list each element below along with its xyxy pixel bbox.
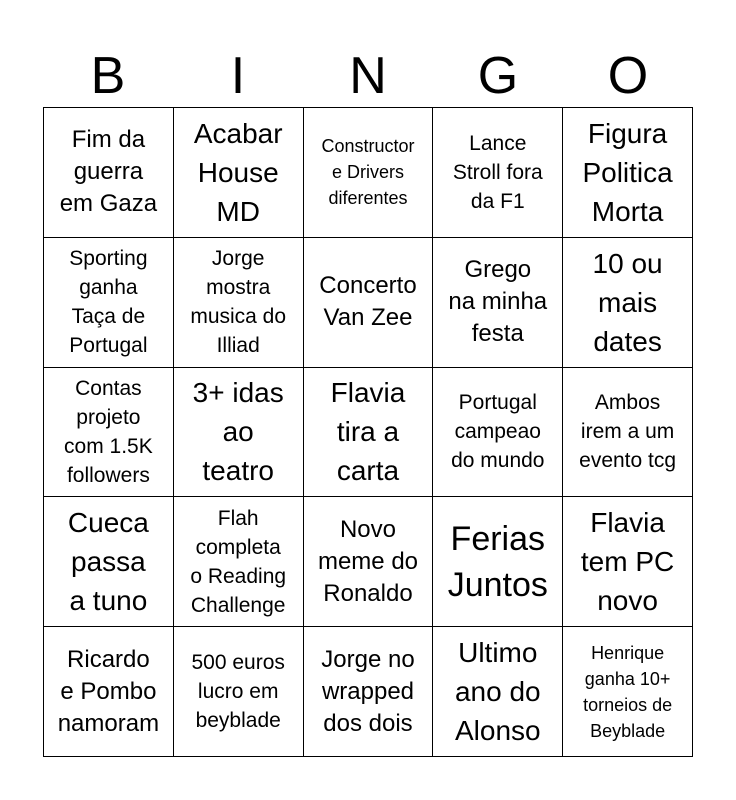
bingo-cell-4-4[interactable]: Ferias Juntos [433, 497, 563, 627]
bingo-cell-5-2[interactable]: 500 euros lucro em beyblade [174, 627, 304, 757]
bingo-cell-1-4[interactable]: Lance Stroll fora da F1 [433, 108, 563, 238]
bingo-cell-1-3[interactable]: Constructor e Drivers diferentes [304, 108, 434, 238]
bingo-cell-2-3[interactable]: Concerto Van Zee [304, 238, 434, 368]
header-letter-g: G [477, 47, 519, 105]
bingo-cell-3-4[interactable]: Portugal campeao do mundo [433, 368, 563, 498]
bingo-board [43, 107, 693, 757]
bingo-header [43, 48, 693, 104]
header-letter-b: B [90, 47, 126, 105]
bingo-cell-4-1[interactable]: Cueca passa a tuno [44, 497, 174, 627]
bingo-cell-1-1[interactable]: Fim da guerra em Gaza [44, 108, 174, 238]
bingo-cell-2-1[interactable]: Sporting ganha Taça de Portugal [44, 238, 174, 368]
bingo-cell-3-5[interactable]: Ambos irem a um evento tcg [563, 368, 693, 498]
bingo-cell-5-4[interactable]: Ultimo ano do Alonso [433, 627, 563, 757]
bingo-cell-1-5[interactable]: Figura Politica Morta [563, 108, 693, 238]
bingo-cell-4-3[interactable]: Novo meme do Ronaldo [304, 497, 434, 627]
bingo-cell-3-2[interactable]: 3+ idas ao teatro [174, 368, 304, 498]
bingo-cell-4-5[interactable]: Flavia tem PC novo [563, 497, 693, 627]
bingo-cell-4-2[interactable]: Flah completa o Reading Challenge [174, 497, 304, 627]
bingo-cell-2-4[interactable]: Grego na minha festa [433, 238, 563, 368]
header-letter-n: N [349, 47, 387, 105]
bingo-cell-1-2[interactable]: Acabar House MD [174, 108, 304, 238]
bingo-cell-5-1[interactable]: Ricardo e Pombo namoram [44, 627, 174, 757]
bingo-cell-5-5[interactable]: Henrique ganha 10+ torneios de Beyblade [563, 627, 693, 757]
bingo-cell-3-3[interactable]: Flavia tira a carta [304, 368, 434, 498]
bingo-cell-3-1[interactable]: Contas projeto com 1.5K followers [44, 368, 174, 498]
bingo-cell-2-5[interactable]: 10 ou mais dates [563, 238, 693, 368]
header-letter-i: I [230, 47, 246, 105]
bingo-cell-2-2[interactable]: Jorge mostra musica do Illiad [174, 238, 304, 368]
header-letter-o: O [607, 47, 649, 105]
bingo-cell-5-3[interactable]: Jorge no wrapped dos dois [304, 627, 434, 757]
